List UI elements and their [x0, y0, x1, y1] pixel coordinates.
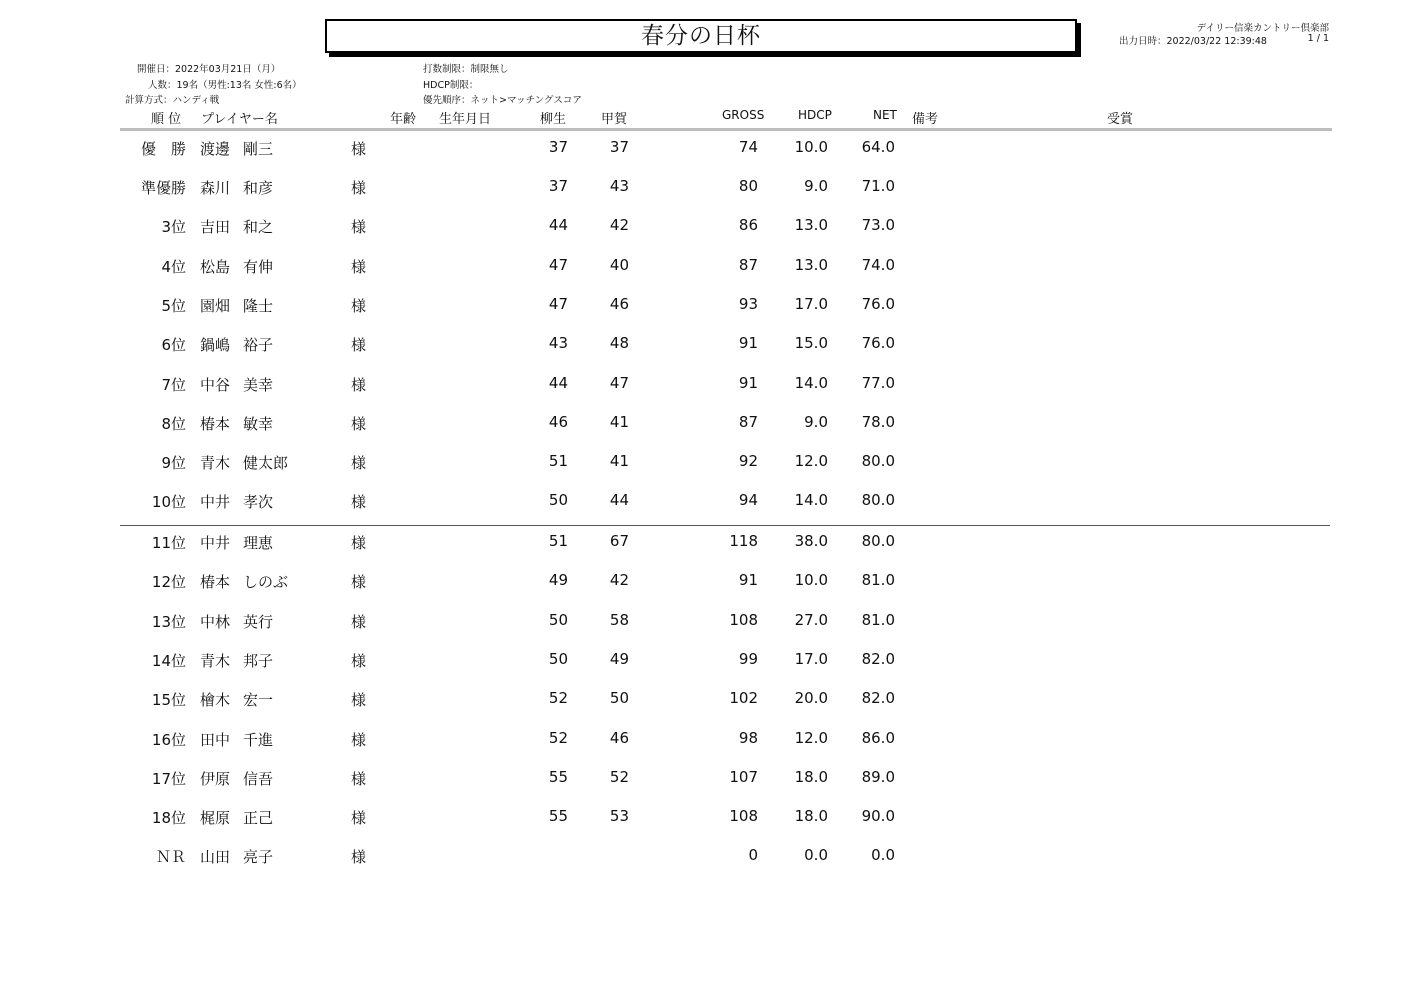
honorific-cell: 様 [351, 770, 367, 788]
honorific-cell: 様 [351, 652, 367, 670]
player-count: 人数：19名（男性:13名 女性:6名） [148, 80, 302, 91]
surname-cell: 椿本 [200, 415, 231, 433]
honorific-cell: 様 [351, 573, 367, 591]
event-date: 開催日：2022年03月21日（月） [137, 64, 281, 75]
net-cell: 0.0 [871, 846, 895, 864]
table-row [0, 452, 1417, 472]
gross-cell: 94 [738, 491, 758, 509]
table-row [0, 177, 1417, 197]
back-score-cell: 50 [609, 689, 629, 707]
back-score-cell: 41 [609, 413, 629, 431]
surname-cell: 椿本 [200, 573, 231, 591]
net-cell: 77.0 [861, 374, 895, 392]
net-cell: 81.0 [861, 571, 895, 589]
honorific-cell: 様 [351, 297, 367, 315]
header-age: 年齢 [390, 112, 417, 127]
table-row [0, 138, 1417, 158]
gross-cell: 107 [729, 768, 758, 786]
back-score-cell: 41 [609, 452, 629, 470]
header-birthdate: 生年月日 [439, 112, 492, 127]
front-score-cell: 44 [548, 216, 568, 234]
given-name-cell: 裕子 [243, 336, 274, 354]
rank-cell: 準優勝 [140, 179, 186, 197]
honorific-cell: 様 [351, 454, 367, 472]
hdcp-cell: 20.0 [794, 689, 828, 707]
honorific-cell: 様 [351, 415, 367, 433]
header-front-nine: 柳生 [540, 112, 567, 127]
gross-cell: 91 [738, 374, 758, 392]
given-name-cell: 和之 [243, 218, 274, 236]
given-name-cell: 剛三 [243, 140, 274, 158]
given-name-cell: 邦子 [243, 652, 274, 670]
given-name-cell: 健太郎 [243, 454, 289, 472]
front-score-cell: 43 [548, 334, 568, 352]
back-score-cell: 42 [609, 216, 629, 234]
gross-cell: 99 [738, 650, 758, 668]
rank-cell: 13位 [151, 613, 186, 631]
front-score-cell: 50 [548, 650, 568, 668]
honorific-cell: 様 [351, 336, 367, 354]
priority-order: 優先順序：ネット>マッチングスコア [423, 95, 582, 106]
header-hdcp: HDCP [798, 108, 832, 122]
rank-cell: 4位 [161, 258, 186, 276]
rank-cell: 10位 [151, 493, 186, 511]
surname-cell: 松島 [200, 258, 231, 276]
surname-cell: 青木 [200, 652, 231, 670]
hdcp-cell: 13.0 [794, 216, 828, 234]
back-score-cell: 40 [609, 256, 629, 274]
net-cell: 80.0 [861, 491, 895, 509]
table-row [0, 729, 1417, 749]
front-score-cell: 44 [548, 374, 568, 392]
given-name-cell: 宏一 [243, 691, 274, 709]
back-score-cell: 53 [609, 807, 629, 825]
front-score-cell: 37 [548, 138, 568, 156]
header-player-name: プレイヤー名 [201, 112, 278, 127]
table-row [0, 611, 1417, 631]
gross-cell: 93 [738, 295, 758, 313]
rank-cell: ＮＲ [155, 848, 186, 866]
hdcp-cell: 12.0 [794, 452, 828, 470]
net-cell: 82.0 [861, 689, 895, 707]
hdcp-cell: 17.0 [794, 295, 828, 313]
surname-cell: 檜木 [200, 691, 231, 709]
front-score-cell: 55 [548, 807, 568, 825]
calc-method: 計算方式：ハンディ戦 [125, 95, 220, 106]
honorific-cell: 様 [351, 258, 367, 276]
output-datetime: 出力日時：2022/03/22 12:39:48 [1119, 36, 1267, 47]
honorific-cell: 様 [351, 848, 367, 866]
gross-cell: 108 [729, 611, 758, 629]
surname-cell: 青木 [200, 454, 231, 472]
given-name-cell: 和彦 [243, 179, 274, 197]
gross-cell: 98 [738, 729, 758, 747]
table-row [0, 256, 1417, 276]
header-divider [120, 128, 1332, 131]
net-cell: 90.0 [861, 807, 895, 825]
hdcp-cell: 0.0 [804, 846, 828, 864]
table-row [0, 295, 1417, 315]
given-name-cell: 正己 [243, 809, 274, 827]
hdcp-cell: 12.0 [794, 729, 828, 747]
gross-cell: 0 [748, 846, 758, 864]
gross-cell: 102 [729, 689, 758, 707]
header-net: NET [873, 108, 897, 122]
surname-cell: 中谷 [200, 376, 231, 394]
back-score-cell: 37 [609, 138, 629, 156]
honorific-cell: 様 [351, 809, 367, 827]
front-score-cell: 46 [548, 413, 568, 431]
page-number: 1 / 1 [1307, 33, 1329, 44]
honorific-cell: 様 [351, 731, 367, 749]
front-score-cell: 52 [548, 689, 568, 707]
rank-cell: 15位 [151, 691, 186, 709]
honorific-cell: 様 [351, 218, 367, 236]
hdcp-cell: 10.0 [794, 571, 828, 589]
front-score-cell: 50 [548, 611, 568, 629]
given-name-cell: 有伸 [243, 258, 274, 276]
surname-cell: 森川 [200, 179, 231, 197]
club-name: デイリー信楽カントリー倶楽部 [1196, 23, 1329, 34]
net-cell: 80.0 [861, 532, 895, 550]
hdcp-cell: 14.0 [794, 491, 828, 509]
hdcp-cell: 13.0 [794, 256, 828, 274]
rank-cell: 優 勝 [140, 140, 186, 158]
honorific-cell: 様 [351, 179, 367, 197]
net-cell: 74.0 [861, 256, 895, 274]
hdcp-cell: 9.0 [804, 413, 828, 431]
honorific-cell: 様 [351, 534, 367, 552]
rank-cell: 6位 [161, 336, 186, 354]
net-cell: 76.0 [861, 295, 895, 313]
rank-cell: 14位 [151, 652, 186, 670]
gross-cell: 91 [738, 571, 758, 589]
header-remarks: 備考 [912, 112, 939, 127]
given-name-cell: 美幸 [243, 376, 274, 394]
hdcp-cell: 10.0 [794, 138, 828, 156]
hdcp-cell: 14.0 [794, 374, 828, 392]
page-title: 春分の日杯 [641, 23, 761, 49]
table-row [0, 689, 1417, 709]
surname-cell: 園畑 [200, 297, 231, 315]
net-cell: 81.0 [861, 611, 895, 629]
honorific-cell: 様 [351, 140, 367, 158]
header-rank: 順 位 [151, 112, 182, 127]
given-name-cell: しのぶ [243, 573, 289, 591]
hdcp-cell: 9.0 [804, 177, 828, 195]
front-score-cell: 50 [548, 491, 568, 509]
gross-cell: 74 [738, 138, 758, 156]
rank-cell: 18位 [151, 809, 186, 827]
table-row [0, 374, 1417, 394]
table-row [0, 532, 1417, 552]
hdcp-cell: 15.0 [794, 334, 828, 352]
table-row [0, 571, 1417, 591]
surname-cell: 渡邊 [200, 140, 231, 158]
back-score-cell: 67 [609, 532, 629, 550]
surname-cell: 山田 [200, 848, 231, 866]
table-row [0, 846, 1417, 866]
back-score-cell: 46 [609, 295, 629, 313]
surname-cell: 伊原 [200, 770, 231, 788]
table-row [0, 650, 1417, 670]
back-score-cell: 58 [609, 611, 629, 629]
rank-cell: 7位 [161, 376, 186, 394]
back-score-cell: 42 [609, 571, 629, 589]
surname-cell: 田中 [200, 731, 231, 749]
rank-cell: 17位 [151, 770, 186, 788]
net-cell: 64.0 [861, 138, 895, 156]
rank-cell: 16位 [151, 731, 186, 749]
given-name-cell: 敏幸 [243, 415, 274, 433]
table-row [0, 216, 1417, 236]
header-award: 受賞 [1107, 112, 1134, 127]
back-score-cell: 49 [609, 650, 629, 668]
given-name-cell: 千進 [243, 731, 274, 749]
surname-cell: 中林 [200, 613, 231, 631]
gross-cell: 118 [729, 532, 758, 550]
net-cell: 76.0 [861, 334, 895, 352]
title-box [325, 19, 1077, 53]
table-row [0, 413, 1417, 433]
gross-cell: 91 [738, 334, 758, 352]
honorific-cell: 様 [351, 493, 367, 511]
net-cell: 71.0 [861, 177, 895, 195]
gross-cell: 86 [738, 216, 758, 234]
rank-cell: 3位 [161, 218, 186, 236]
honorific-cell: 様 [351, 613, 367, 631]
honorific-cell: 様 [351, 376, 367, 394]
table-row [0, 807, 1417, 827]
table-row [0, 334, 1417, 354]
given-name-cell: 亮子 [243, 848, 274, 866]
back-score-cell: 46 [609, 729, 629, 747]
front-score-cell: 37 [548, 177, 568, 195]
front-score-cell: 49 [548, 571, 568, 589]
gross-cell: 92 [738, 452, 758, 470]
given-name-cell: 理恵 [243, 534, 274, 552]
surname-cell: 中井 [200, 534, 231, 552]
back-score-cell: 48 [609, 334, 629, 352]
surname-cell: 梶原 [200, 809, 231, 827]
given-name-cell: 英行 [243, 613, 274, 631]
stroke-limit: 打数制限：制限無し [423, 64, 509, 75]
hdcp-limit: HDCP制限： [423, 80, 479, 91]
net-cell: 86.0 [861, 729, 895, 747]
hdcp-cell: 18.0 [794, 768, 828, 786]
hdcp-cell: 38.0 [794, 532, 828, 550]
net-cell: 82.0 [861, 650, 895, 668]
table-row [0, 491, 1417, 511]
rank-cell: 9位 [161, 454, 186, 472]
front-score-cell: 47 [548, 256, 568, 274]
back-score-cell: 43 [609, 177, 629, 195]
header-gross: GROSS [722, 108, 765, 122]
gross-cell: 87 [738, 256, 758, 274]
given-name-cell: 信吾 [243, 770, 274, 788]
hdcp-cell: 18.0 [794, 807, 828, 825]
front-score-cell: 52 [548, 729, 568, 747]
rank-cell: 8位 [161, 415, 186, 433]
front-score-cell: 55 [548, 768, 568, 786]
net-cell: 78.0 [861, 413, 895, 431]
back-score-cell: 47 [609, 374, 629, 392]
net-cell: 80.0 [861, 452, 895, 470]
gross-cell: 80 [738, 177, 758, 195]
hdcp-cell: 27.0 [794, 611, 828, 629]
rank-cell: 12位 [151, 573, 186, 591]
gross-cell: 108 [729, 807, 758, 825]
gross-cell: 87 [738, 413, 758, 431]
given-name-cell: 隆士 [243, 297, 274, 315]
front-score-cell: 47 [548, 295, 568, 313]
net-cell: 89.0 [861, 768, 895, 786]
rank-cell: 5位 [161, 297, 186, 315]
honorific-cell: 様 [351, 691, 367, 709]
net-cell: 73.0 [861, 216, 895, 234]
back-score-cell: 52 [609, 768, 629, 786]
surname-cell: 吉田 [200, 218, 231, 236]
header-back-nine: 甲賀 [601, 112, 628, 127]
given-name-cell: 孝次 [243, 493, 274, 511]
top-ten-divider [120, 525, 1330, 526]
surname-cell: 中井 [200, 493, 231, 511]
front-score-cell: 51 [548, 452, 568, 470]
table-row [0, 768, 1417, 788]
surname-cell: 鍋嶋 [200, 336, 231, 354]
rank-cell: 11位 [151, 534, 186, 552]
front-score-cell: 51 [548, 532, 568, 550]
back-score-cell: 44 [609, 491, 629, 509]
hdcp-cell: 17.0 [794, 650, 828, 668]
